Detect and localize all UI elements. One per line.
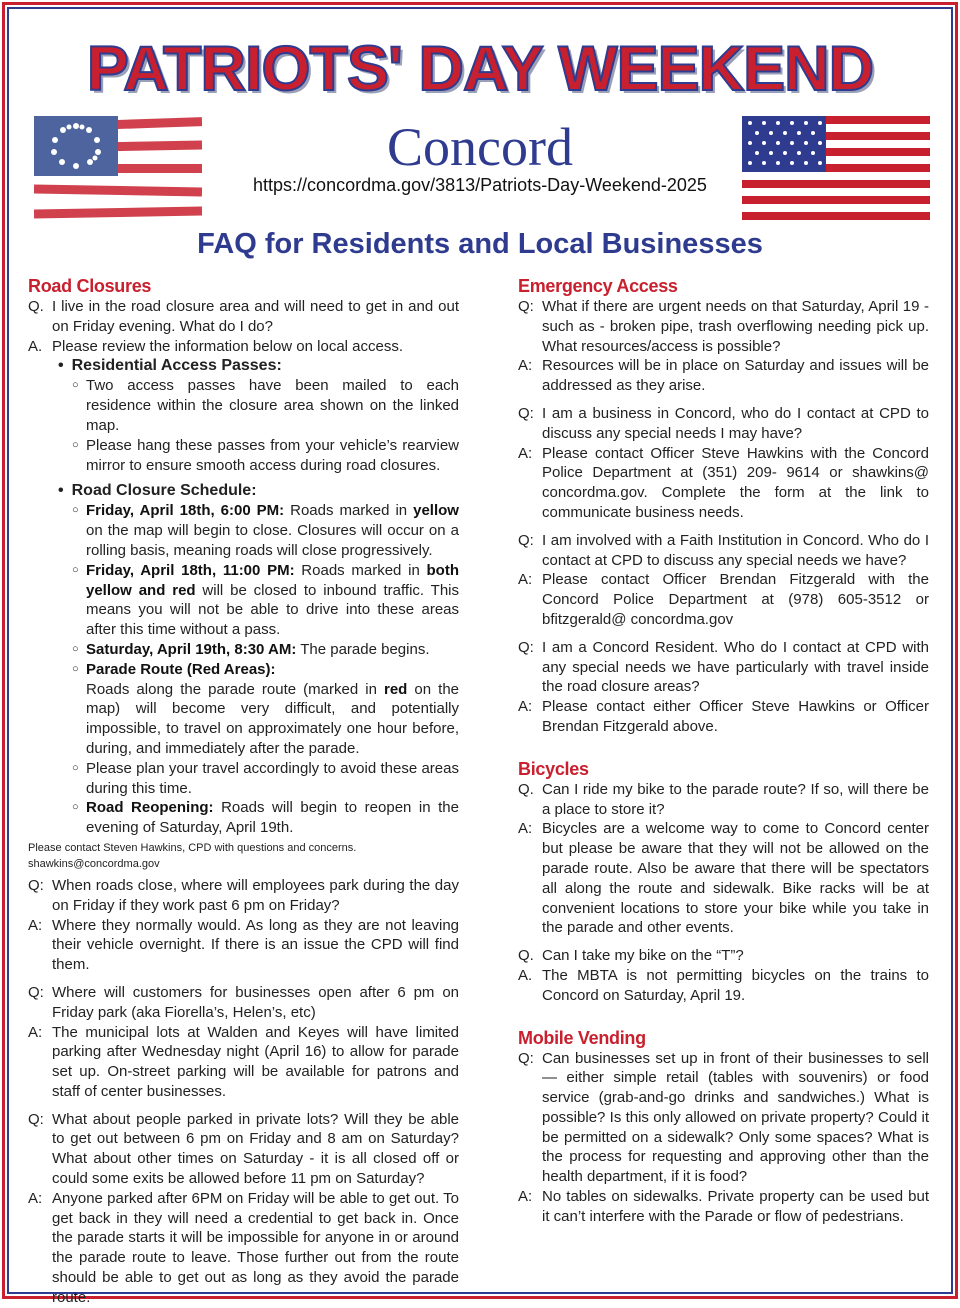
circle-bullet-icon: ○ bbox=[72, 379, 79, 392]
section-heading-road-closures: Road Closures bbox=[28, 276, 152, 296]
question: Q: Can businesses set up in front of their businesses to sell — either simple retail (tables with souvenirs) or food service (grab-and-go drinks and sandwiches.) What is possible? Is this only allowed on private property? Could it be permitted on a sidewalk? Only some spaces? What is the process for requesting and approving other than the health department, if it is food? bbox=[518, 1049, 929, 1186]
section-heading-emergency-access: Emergency Access bbox=[518, 276, 678, 296]
question: Q: I am involved with a Faith Institution in Concord. Who do I contact at CPD to discuss any special needs we have? bbox=[518, 531, 929, 569]
right-column bbox=[518, 276, 929, 1227]
answer: A. The MBTA is not permitting bicycles on the trains to Concord on Saturday, April 19. bbox=[518, 966, 929, 1004]
circle-bullet-icon: ○ bbox=[72, 801, 79, 814]
bullet-road-closure-schedule: • Road Closure Schedule: bbox=[58, 481, 459, 501]
circle-bullet-icon: ○ bbox=[72, 563, 79, 576]
sub-bullet: ○ Road Reopening: Roads will begin to reopen in the evening of Saturday, April 19th. bbox=[72, 799, 459, 837]
sub-bullet: ○ Friday, April 18th, 6:00 PM: Roads marked in yellow on the map will begin to close. Closures will occur on a rolling basis, meaning roads will close progressively. bbox=[72, 502, 459, 559]
contact-note: Please contact Steven Hawkins, CPD with questions and concerns. shawkins@concordma.gov bbox=[28, 841, 357, 870]
answer: A: No tables on sidewalks. Private property can be used but it can’t interfere with the Parade or flow of pedestrians. bbox=[518, 1188, 929, 1225]
event-url[interactable]: https://concordma.gov/3813/Patriots-Day-Weekend-2025 bbox=[253, 175, 707, 195]
circle-bullet-icon: ○ bbox=[72, 761, 79, 774]
faq-heading: FAQ for Residents and Local Businesses bbox=[197, 228, 763, 260]
answer: A: Please contact either Officer Steve Hawkins or Officer Brendan Fitzgerald above. bbox=[518, 698, 929, 735]
circle-bullet-icon: ○ bbox=[72, 642, 79, 655]
question: Q: I am a business in Concord, who do I contact at CPD to discuss any special needs I may have? bbox=[518, 404, 929, 442]
circle-bullet-icon: ○ bbox=[72, 504, 79, 517]
question: Q. I live in the road closure area and will need to get in and out on Friday evening. What do I do? bbox=[28, 298, 459, 335]
sub-bullet: ○ Saturday, April 19th, 8:30 AM: The parade begins. bbox=[72, 640, 430, 658]
sub-bullet: ○ Two access passes have been mailed to each residence within the closure area shown on the linked map. bbox=[72, 377, 459, 434]
section-heading-mobile-vending: Mobile Vending bbox=[518, 1027, 646, 1048]
question: Q: What about people parked in private lots? Will they be able to get out between 6 pm on Friday and 8 am on Saturday? What about other times on Saturday - it is all closed off or could some exits be allowed before 11 pm on Saturday? bbox=[28, 1110, 459, 1188]
sub-bullet: ○ Friday, April 18th, 11:00 PM: Roads marked in both yellow and red will be closed to inbound traffic. This means you will not be able to drive into these areas after this time without a pass. bbox=[72, 561, 459, 639]
answer: A: Please contact Officer Brendan Fitzgerald with the Concord Police Department at (978) 605-3512 or bfitzgerald@ concordma.gov bbox=[518, 571, 929, 628]
answer: A: The municipal lots at Walden and Keyes will have limited parking after Wednesday night (April 16) to allow for parade set up. On-street parking will be available for patrons and staff of center businesses. bbox=[28, 1023, 459, 1100]
answer: A: Anyone parked after 6PM on Friday will be able to get out. To get back in they will need a credential to get back in. Once the parade starts it will be impossible for anyone in or around the parade route to leave. Those further out from the route should be able to get out as long as they avoid the parade route. bbox=[28, 1189, 459, 1306]
question: Q. Can I ride my bike to the parade route? If so, will there be a place to store it? bbox=[518, 780, 929, 818]
question: Q. Can I take my bike on the “T”? bbox=[518, 947, 744, 965]
bullet-residential-passes: • Residential Access Passes: bbox=[58, 356, 459, 376]
answer: A: Please contact Officer Steve Hawkins with the Concord Police Department at (351) 209- 9614 or shawkins@ concordma.gov. Complete the form at the link to communicate business needs. bbox=[518, 444, 929, 521]
circle-bullet-icon: ○ bbox=[72, 662, 79, 675]
sub-bullet: ○ Parade Route (Red Areas): Roads along the parade route (marked in red on the map) will become very difficult, and potentially impossible, to travel on approximately one hour before, during, and immediately after the parade. bbox=[72, 660, 460, 757]
main-title: PATRIOTS' DAY WEEKEND bbox=[86, 34, 874, 104]
question: Q: What if there are urgent needs on that Saturday, April 19 - such as - broken pipe, trash overflowing needing pick up. What resources/access is possible? bbox=[518, 298, 929, 355]
section-heading-bicycles: Bicycles bbox=[518, 758, 589, 779]
question: Q: I am a Concord Resident. Who do I contact at CPD with any special needs we have particularly with travel inside the road closure areas? bbox=[518, 638, 929, 696]
question: Q: When roads close, where will employees park during the day on Friday if they work past 6 pm on Friday? bbox=[28, 876, 459, 914]
question: Q: Where will customers for businesses open after 6 pm on Friday park (aka Fiorella’s, Helen’s, etc) bbox=[28, 983, 459, 1021]
circle-bullet-icon: ○ bbox=[72, 438, 79, 451]
town-name: Concord bbox=[387, 117, 573, 177]
answer: A. Please review the information below on local access. bbox=[28, 337, 404, 355]
sub-bullet: ○ Please plan your travel accordingly to avoid these areas during this time. bbox=[72, 759, 459, 797]
sub-bullet: ○ Please hang these passes from your vehicle’s rearview mirror to ensure smooth access during road closures. bbox=[72, 436, 459, 474]
answer: A: Resources will be in place on Saturday and issues will be addressed as they arise. bbox=[518, 357, 929, 395]
left-column bbox=[28, 276, 459, 1308]
answer: A: Bicycles are a welcome way to come to Concord center but please be aware that they will not be allowed on the parade route. Also be aware that there will be spectators all along the route and sidewalk. Bike racks will be at convenient locations to store your bike while you take in the parade and other events. bbox=[518, 820, 929, 937]
answer: A: Where they normally would. As long as they are not leaving their vehicle overnight. If there is an issue the CPD will find them. bbox=[28, 916, 459, 974]
